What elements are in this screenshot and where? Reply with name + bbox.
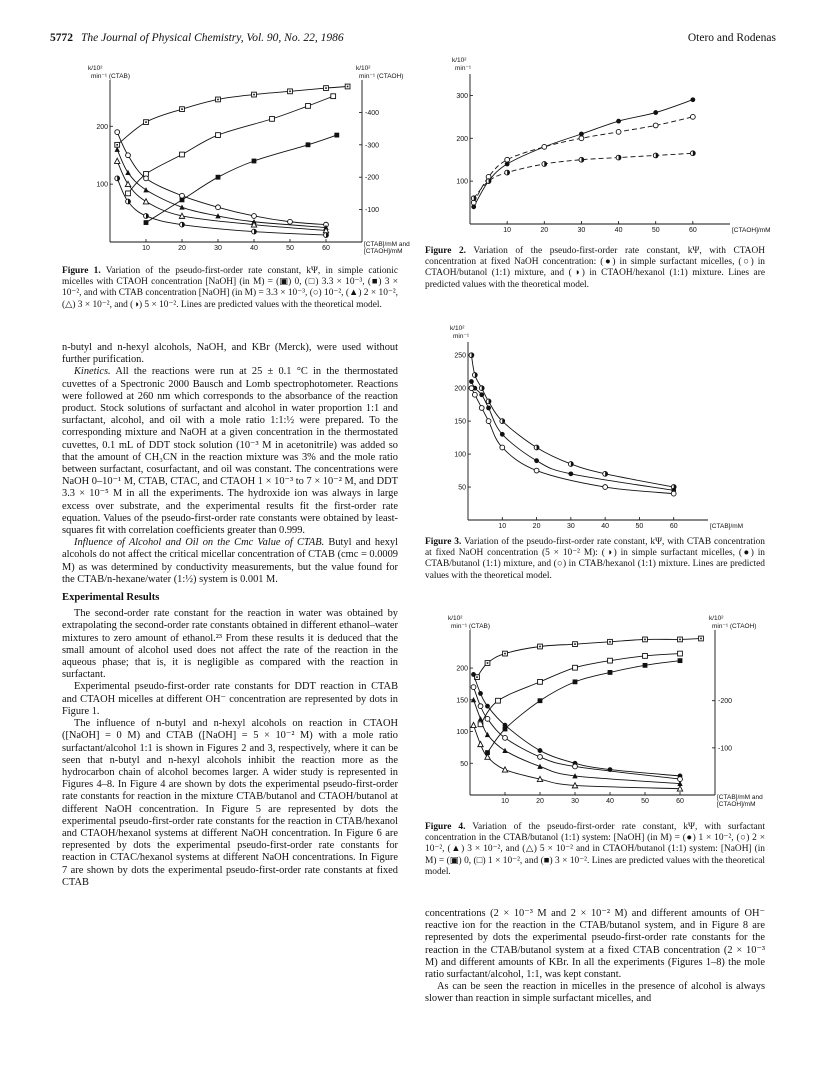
data-point-6-4 — [252, 229, 257, 234]
figure-2-chart — [440, 58, 780, 243]
data-point-0-2-dot — [504, 653, 506, 655]
x-axis-label: [CTAB]/mM — [710, 523, 744, 530]
series-line-2 — [146, 135, 337, 222]
figure-4-chart — [440, 612, 780, 812]
data-point-0-2 — [503, 651, 508, 656]
left-text-column — [62, 342, 398, 889]
data-point-1-6 — [568, 471, 573, 476]
data-point-1-6 — [678, 651, 683, 656]
data-point-5-2 — [143, 199, 148, 204]
y-tick-label-left: 200 — [454, 385, 466, 393]
data-point-2-5 — [643, 663, 648, 668]
data-point-3-3 — [180, 193, 185, 198]
series-3 — [471, 672, 682, 778]
x-tick-label: 10 — [498, 523, 507, 530]
data-point-0-1-dot — [145, 121, 147, 123]
data-point-3-0 — [471, 672, 476, 677]
x-tick-label: 60 — [322, 245, 330, 252]
data-point-6-3 — [502, 767, 507, 772]
series-3 — [115, 130, 329, 227]
figure-3-chart — [440, 325, 770, 530]
data-point-4-2 — [143, 187, 148, 192]
data-point-1-6 — [331, 94, 336, 99]
y-axis-label-1: min⁻¹ — [455, 65, 472, 72]
data-point-2-7 — [671, 491, 676, 496]
y-axis-label-left-1: min⁻¹ (CTAB) — [91, 73, 131, 80]
data-point-0-2 — [479, 386, 484, 391]
header-authors: Otero and Rodenas — [687, 32, 776, 44]
figure-1-caption — [62, 266, 398, 311]
figure-4-label: Figure 4. — [425, 822, 466, 832]
data-point-5-1 — [478, 716, 483, 721]
data-point-6-2 — [144, 214, 149, 219]
data-point-6-0 — [115, 176, 120, 181]
y-tick-label-left: 100 — [454, 451, 466, 459]
data-point-2-2 — [216, 175, 221, 180]
data-point-1-6 — [653, 123, 658, 128]
x-tick-label: 10 — [501, 798, 509, 805]
right-text-column — [425, 908, 765, 1006]
data-point-0-5 — [608, 639, 613, 644]
data-point-0-3 — [486, 399, 491, 404]
data-point-1-0 — [126, 191, 131, 196]
y-axis-label-right-0: k/10² — [709, 615, 724, 622]
series-1 — [126, 94, 336, 196]
figure-1-caption-text: Variation of the pseudo-first-order rate constant, kΨ, in simple cationic micelles with CTAOH concentration [NaOH] (in M) = (▣) 0, (□) 3.3 × 10⁻³, (■) 3 × 10⁻², and with CTAB concentration [NaOH] (in M) = 3.3 × 10⁻³, (○) 10⁻², (▲) 2 × 10⁻², (△) 3 × 10⁻², and (◑) 5 × 10⁻². Lines are predicted values with the theoretical model. — [62, 266, 398, 310]
data-point-2-2 — [538, 698, 543, 703]
data-point-2-4 — [579, 157, 584, 162]
data-point-0-5 — [534, 445, 539, 450]
data-point-1-5 — [306, 104, 311, 109]
data-point-1-4 — [270, 116, 275, 121]
paragraph-kinetics — [62, 366, 398, 537]
cmc-text: Butyl and hexyl alcohols do not affect the critical micellar concentration of CTAB (cmc = 0.0009 M) as was determined by conductivity measurements, but the value found for the CTAB/n-hexane/water (1:½) system is 0.001 M. — [62, 537, 398, 585]
y-tick-label-right: -300 — [365, 142, 380, 150]
data-point-0-6 — [653, 110, 658, 115]
series-line-1 — [128, 96, 333, 193]
y-tick-label-right: -200 — [718, 698, 733, 706]
x-axis-label-0: [CTAB]/mM and — [364, 241, 410, 248]
x-tick-label: 60 — [688, 227, 697, 234]
data-point-5-0 — [115, 158, 120, 163]
data-point-1-4 — [500, 432, 505, 437]
series-0 — [475, 636, 704, 679]
x-tick-label: 50 — [286, 245, 294, 252]
y-tick-label-right: -200 — [365, 174, 380, 182]
data-point-2-5 — [534, 468, 539, 473]
paragraph-materials: n-butyl and n-hexyl alcohols, NaOH, and KBr (Merck), were used without further purification. — [62, 342, 398, 366]
x-tick-label: 30 — [577, 227, 586, 234]
data-point-0-3 — [216, 97, 221, 102]
data-point-4-0 — [471, 685, 476, 690]
data-point-2-6 — [603, 485, 608, 490]
data-point-5-1 — [125, 181, 130, 186]
x-tick-label: 20 — [540, 227, 549, 234]
x-tick-label: 50 — [641, 798, 649, 805]
data-point-2-1 — [472, 392, 477, 397]
data-point-6-1 — [126, 199, 131, 204]
data-point-0-0 — [469, 353, 474, 358]
data-point-2-2 — [479, 406, 484, 411]
data-point-3-1 — [126, 153, 131, 158]
series-0 — [469, 353, 676, 490]
y-tick-label-right: -100 — [718, 745, 733, 753]
kinetics-text: All the reactions were run at 25 ± 0.1 °C in the thermostated cuvettes of a Spectronic 2000 Bausch and Lomb spectrophotometer. Reactions were followed at 260 nm which corresponds to the absorbance of the reaction product. Stock solutions of surfactant and alcohol in water proportion 1:1 and surfactant, alcohol, and oil with a mole ratio 1:1:½ were prepared. To the corresponding mixture and NaOH at a given concentration in the thermostated cuvettes, 0.1 mL of DDT stock solution (10⁻³ M in acetonitrile) was added so that the amount of CH₃CN in the reaction mixture was 3% and the mole ratio between surfactant, cosurfactant, and oil was constant. The concentrations were NaOH 0–10⁻¹ M, CTAB, CTAC, and CTAOH 1 × 10⁻³ to 7 × 10⁻² M, and DDT 3.3 × 10⁻⁵ M in all the experiments. The hydroxide ion was always in large excess over substrate, and the experimental results fit the first-order rate equation. Values of the pseudo-first-order rate constants were obtained by least-squares fit with correlation coefficients greater than 0.999. — [62, 366, 399, 537]
x-tick-label: 40 — [601, 523, 610, 530]
paragraph-cmc — [62, 537, 398, 586]
journal-citation: The Journal of Physical Chemistry, Vol. 90, No. 22, 1986 — [81, 32, 344, 44]
data-point-3-2 — [485, 704, 490, 709]
y-tick-label-left: 100 — [96, 181, 108, 189]
data-point-3-4 — [216, 205, 221, 210]
data-point-0-8-dot — [700, 638, 702, 640]
x-tick-label: 50 — [651, 227, 660, 234]
page-number: 5772 — [50, 32, 73, 44]
paragraph-continued: concentrations (2 × 10⁻³ M and 2 × 10⁻² M) and different amounts of OH⁻ reactive ion for the reaction in the CTAB/butanol system, and in Figure 8 are represented by dots the experimental pseudo-first-order rate constants for the reaction in the CTAB/butanol system at a fixed CTAB concentration (2 × 10⁻³ M) and different amounts of KBr. In all the experiments (Figures 1–8) the mole ratio surfactant/alcohol, 1:1, was kept constant. — [425, 908, 765, 981]
heading-cmc: Influence of Alcohol and Oil on the Cmc Value of CTAB. — [74, 537, 325, 549]
series-2 — [144, 133, 340, 225]
data-point-1-2 — [180, 152, 185, 157]
y-tick-label-left: 200 — [96, 123, 108, 131]
data-point-6-0 — [471, 722, 476, 727]
y-tick-label-left: 200 — [456, 665, 468, 673]
data-point-2-4 — [500, 445, 505, 450]
data-point-1-5 — [616, 129, 621, 134]
x-tick-label: 30 — [214, 245, 222, 252]
x-axis-label: [CTAOH]/mM — [732, 227, 771, 234]
data-point-3-4 — [538, 748, 543, 753]
data-point-2-4 — [608, 670, 613, 675]
data-point-0-2-dot — [181, 108, 183, 110]
data-point-1-7 — [690, 114, 695, 119]
series-line-0 — [117, 86, 347, 144]
data-point-0-0-dot — [476, 676, 478, 678]
data-point-1-3 — [573, 665, 578, 670]
data-point-0-6-dot — [644, 639, 646, 641]
figure-3-caption-text: Variation of the pseudo-first-order rate constant, kΨ, with CTAB concentration at fixed NaOH concentration (5 × 10⁻² M): (◑) in simple surfactant micelles, (●) in CTAB/butanol (1:1) mixture, and (○) in CTAB/hexanol (1:1) mixture. Lines are predicted values with the theoretical model. — [425, 537, 765, 581]
series-1 — [469, 379, 676, 493]
figure-4-caption-text: Variation of the pseudo-first-order rate constant, kΨ, with surfactant concentration in the CTAB/butanol (1:1) system: [NaOH] (in M) = (●) 1 × 10⁻², (○) 2 × 10⁻², (▲) 3 × 10⁻², and (△) 5 × 10⁻² and in CTAOH/butanol (1:1) system: [NaOH] (in M) = (▣) 0, (□) 1 × 10⁻², and (■) 3 × 10⁻². Lines are predicted values with the theoretical model. — [425, 822, 765, 877]
data-point-1-0 — [469, 379, 474, 384]
series-line-2 — [471, 388, 673, 493]
data-point-4-3 — [503, 735, 508, 740]
x-tick-label: 20 — [536, 798, 544, 805]
data-point-0-7 — [345, 84, 350, 89]
y-axis-label-left-0: k/10² — [88, 65, 103, 72]
data-point-6-3 — [180, 222, 185, 227]
y-tick-label-left: 100 — [456, 729, 468, 737]
data-point-5-4 — [537, 764, 542, 769]
heading-kinetics: Kinetics. — [74, 366, 111, 378]
data-point-0-6-dot — [325, 87, 327, 89]
data-point-0-1 — [485, 661, 490, 666]
data-point-1-2 — [505, 157, 510, 162]
data-point-2-2 — [505, 170, 510, 175]
data-point-4-2 — [485, 716, 490, 721]
data-point-5-3 — [502, 748, 507, 753]
data-point-1-5 — [643, 654, 648, 659]
y-axis-label-right-0: k/10² — [356, 65, 371, 72]
data-point-0-4 — [500, 419, 505, 424]
data-point-0-5-dot — [609, 641, 611, 643]
data-point-0-6 — [643, 637, 648, 642]
x-tick-label: 30 — [571, 798, 579, 805]
series-5 — [471, 697, 683, 786]
data-point-3-3 — [503, 723, 508, 728]
x-tick-label: 60 — [676, 798, 684, 805]
figure-2-label: Figure 2. — [425, 246, 466, 256]
running-header — [50, 32, 776, 50]
y-axis-label-0: k/10² — [450, 325, 465, 332]
x-tick-label: 20 — [178, 245, 186, 252]
data-point-4-5 — [573, 764, 578, 769]
figure-3-caption — [425, 537, 765, 582]
y-axis-label-left-1: min⁻¹ (CTAB) — [451, 623, 491, 630]
y-axis-label-right-1: min⁻¹ (CTAOH) — [359, 73, 404, 80]
paragraph-alcohol-slower: As can be seen the reaction in micelles in the presence of alcohol is always slower than reaction in simple surfactant micelles, and — [425, 981, 765, 1005]
data-point-2-4 — [306, 142, 311, 147]
x-tick-label: 40 — [606, 798, 614, 805]
data-point-2-7 — [690, 151, 695, 156]
data-point-2-5 — [334, 133, 339, 138]
data-point-0-1 — [144, 120, 149, 125]
data-point-1-3 — [486, 406, 491, 411]
paragraph-pseudo-first-order: Experimental pseudo-first-order rate constants for DDT reaction in CTAB and CTAOH micelles at different OH⁻ concentration are represented by dots in Figure 1. — [62, 681, 398, 717]
data-point-0-2 — [180, 107, 185, 112]
data-point-2-3 — [252, 159, 257, 164]
data-point-0-0 — [115, 142, 120, 147]
data-point-1-4 — [579, 136, 584, 141]
data-point-3-2 — [144, 176, 149, 181]
data-point-0-3-dot — [539, 646, 541, 648]
data-point-1-4 — [608, 658, 613, 663]
series-6 — [471, 722, 683, 791]
data-point-0-0-dot — [116, 144, 118, 146]
data-point-0-5 — [616, 119, 621, 124]
data-point-0-7-dot — [347, 86, 349, 88]
y-axis-label-0: k/10² — [452, 57, 467, 64]
data-point-3-1 — [478, 691, 483, 696]
y-axis-label-1: min⁻¹ — [453, 333, 470, 340]
data-point-2-0 — [469, 386, 474, 391]
data-point-0-5 — [288, 89, 293, 94]
y-tick-label-left: 50 — [458, 484, 466, 492]
x-tick-label: 40 — [250, 245, 258, 252]
data-point-0-1 — [472, 373, 477, 378]
x-axis-label-0: [CTAB]/mM and — [717, 794, 763, 801]
y-tick-label-left: 150 — [454, 418, 466, 426]
data-point-2-6 — [678, 658, 683, 663]
data-point-0-7 — [690, 97, 695, 102]
data-point-2-3 — [573, 679, 578, 684]
data-point-4-4 — [538, 755, 543, 760]
figure-3-label: Figure 3. — [425, 537, 462, 547]
data-point-0-3 — [538, 644, 543, 649]
y-tick-label-right: -100 — [365, 207, 380, 215]
y-axis-label-right-1: min⁻¹ (CTAOH) — [712, 623, 757, 630]
y-tick-label-left: 250 — [454, 352, 466, 360]
data-point-4-3 — [179, 204, 184, 209]
paragraph-alcohol-influence: The influence of n-butyl and n-hexyl alcohols on reaction in CTAOH ([NaOH] = 0 M) and CTAB ([NaOH] = 5 × 10⁻² M) with a mole ratio surfactant/alcohol 1:1 is shown in Figures 2 and 3, respectively, where it can be seen that n-butyl and n-hexyl alcohols inhibit the reaction more as the hydrocarbon chain of alcohol becomes larger. A wider study is represented in Figures 4–8. In Figure 4 are shown by dots the experimental pseudo-first-order rate constants for reaction in the mixture CTAB/butanol and CTAOH/butanol at different NaOH concentration. In Figure 5 are represented by dots the experimental pseudo-first-order rate constants for the reaction in CTAB/hexanol and CTAOH/hexanol systems at different NaOH concentration. In Figure 6 are represented by dots the experimental pseudo-first-order rate constants for reaction in CTAC/hexanol systems at different NaOH concentrations. In Figure 7 are shown by dots the experimental pseudo-first-order rate constants at fixed CTAB — [62, 718, 398, 888]
data-point-0-6 — [324, 86, 329, 91]
data-point-2-3 — [542, 162, 547, 167]
data-point-0-4-dot — [253, 94, 255, 96]
data-point-0-3-dot — [217, 99, 219, 101]
data-point-1-2 — [538, 679, 543, 684]
data-point-4-1 — [125, 170, 130, 175]
paragraph-second-order: The second-order rate constant for the reaction in water was obtained by extrapolating the second-order rate constants obtained in different ethanol–water mixtures to zero amount of ethanol.²³ From these results it is deduced that the small amount of alcohol used does not affect the rate of the reaction in the aqueous phase; that is, it is negligible as compared with the reaction in surfactant. — [62, 608, 398, 681]
y-tick-label-left: 300 — [456, 92, 468, 100]
x-tick-label: 10 — [503, 227, 512, 234]
data-point-3-6 — [288, 219, 293, 224]
data-point-1-5 — [534, 458, 539, 463]
y-tick-label-right: -400 — [365, 109, 380, 117]
series-0 — [471, 97, 695, 209]
data-point-0-7 — [678, 637, 683, 642]
data-point-0-1-dot — [487, 662, 489, 664]
data-point-2-3 — [486, 419, 491, 424]
figure-1-label: Figure 1. — [62, 266, 101, 276]
data-point-1-3 — [216, 133, 221, 138]
data-point-6-1 — [478, 741, 483, 746]
data-point-1-2 — [479, 392, 484, 397]
data-point-2-6 — [653, 153, 658, 158]
series-line-0 — [474, 100, 693, 207]
figure-2-caption — [425, 246, 765, 291]
data-point-1-1 — [496, 698, 501, 703]
data-point-3-5 — [252, 214, 257, 219]
x-tick-label: 60 — [669, 523, 678, 530]
data-point-2-1 — [486, 179, 491, 184]
x-axis-label-1: [CTAOH]/mM — [717, 801, 756, 808]
data-point-0-8 — [699, 636, 704, 641]
data-point-2-5 — [616, 155, 621, 160]
series-2 — [485, 658, 682, 755]
y-tick-label-left: 150 — [456, 697, 468, 705]
data-point-0-7-dot — [679, 639, 681, 641]
x-tick-label: 10 — [142, 245, 150, 252]
series-1 — [478, 651, 682, 727]
data-point-0-5-dot — [289, 91, 291, 93]
data-point-6-5 — [324, 233, 329, 238]
figure-4-caption — [425, 822, 765, 878]
x-tick-label: 50 — [635, 523, 644, 530]
series-line-6 — [117, 178, 326, 235]
y-tick-label-left: 100 — [456, 178, 468, 186]
x-tick-label: 30 — [566, 523, 575, 530]
x-tick-label: 20 — [532, 523, 541, 530]
y-axis-label-left-0: k/10² — [448, 615, 463, 622]
data-point-2-0 — [471, 196, 476, 201]
data-point-1-3 — [542, 144, 547, 149]
x-tick-label: 40 — [614, 227, 623, 234]
figure-1-chart — [70, 60, 410, 270]
series-0 — [115, 84, 350, 147]
data-point-4-1 — [478, 704, 483, 709]
data-point-0-4 — [573, 642, 578, 647]
data-point-0-6 — [568, 462, 573, 467]
series-line-2 — [488, 661, 681, 753]
y-tick-label-left: 200 — [456, 135, 468, 143]
series-4 — [471, 685, 682, 782]
series-line-0 — [477, 638, 701, 677]
series-2 — [469, 386, 676, 496]
series-line-6 — [474, 725, 681, 788]
data-point-0-7 — [603, 471, 608, 476]
data-point-3-0 — [115, 130, 120, 135]
figure-2-caption-text: Variation of the pseudo-first-order rate constant, kΨ, with CTAOH concentration at fixed NaOH concentration: (●) in simple surfactant micelles, (○) in CTAOH/butanol (1:1) mixture, and (◑) in CTAOH/hexanol (1:1) mixture. Lines are predicted values with the theoretical model. — [425, 246, 765, 290]
data-point-2-0 — [144, 220, 149, 225]
section-heading: Experimental Results — [62, 592, 160, 604]
data-point-0-4-dot — [574, 643, 576, 645]
header-left — [50, 32, 344, 44]
x-axis-label-1: [CTAOH]/mM — [364, 248, 403, 255]
data-point-0-4 — [252, 92, 257, 97]
y-tick-label-left: 50 — [460, 760, 468, 768]
